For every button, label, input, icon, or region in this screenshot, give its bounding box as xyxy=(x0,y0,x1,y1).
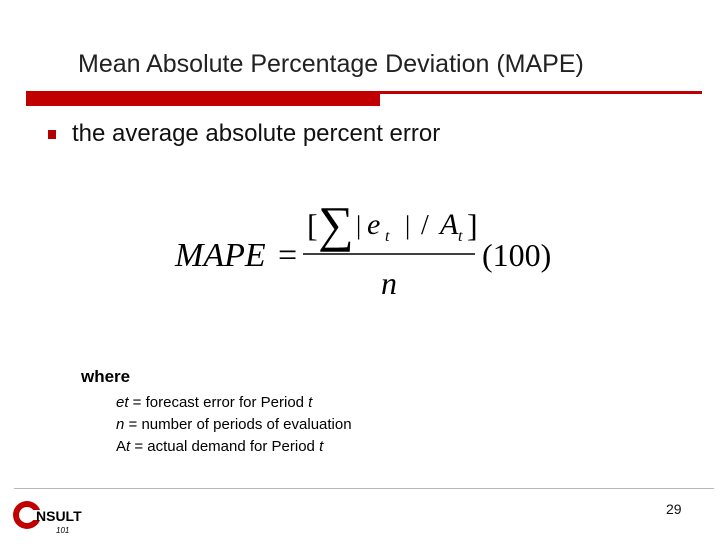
mape-formula xyxy=(170,186,570,306)
formula-multiplier: (100) xyxy=(482,237,552,273)
consult-logo xyxy=(10,497,90,542)
formula-e: e xyxy=(367,208,381,241)
definition-n xyxy=(116,416,352,433)
definition-et-tail: t xyxy=(308,394,313,411)
formula-A: A xyxy=(440,208,459,241)
bullet-square-icon xyxy=(48,130,56,139)
formula-denominator: n xyxy=(381,265,397,301)
logo-text-sub: 101 xyxy=(56,526,70,535)
definition-et-text: = forecast error for Period xyxy=(128,394,309,411)
formula-sum: ∑ xyxy=(318,196,354,252)
formula-lhs: MAPE xyxy=(175,237,266,274)
formula-slash: / xyxy=(421,210,429,241)
definition-et-symbol: et xyxy=(116,394,129,411)
definition-at-symbol-t: t xyxy=(126,438,131,455)
definition-at-text: = actual demand for Period xyxy=(130,438,320,455)
definition-n-text: = number of periods of evaluation xyxy=(124,416,352,433)
definition-et xyxy=(116,394,312,411)
formula-equals: = xyxy=(278,237,298,274)
formula-bracket-close: ] xyxy=(467,207,478,243)
definition-at-tail: t xyxy=(319,438,324,455)
slide-title: Mean Absolute Percentage Deviation (MAPE) xyxy=(78,50,584,78)
formula-bar-1: | xyxy=(356,211,362,240)
title-underline-thin xyxy=(380,91,702,94)
footer-divider xyxy=(14,488,714,489)
where-label: where xyxy=(81,367,131,386)
formula-sub-t-1: t xyxy=(385,228,390,245)
formula-bar-2: | xyxy=(405,211,411,240)
logo-text-main: NSULT xyxy=(36,508,82,524)
formula-bracket-open: [ xyxy=(307,207,318,243)
page-number: 29 xyxy=(666,501,682,517)
definition-at xyxy=(116,438,323,455)
title-underline-thick xyxy=(26,91,380,106)
formula-sub-t-2: t xyxy=(458,228,463,245)
definition-n-symbol: n xyxy=(116,416,125,433)
bullet-text: the average absolute percent error xyxy=(72,120,441,147)
formula-svg xyxy=(170,186,570,306)
definition-at-symbol-a: A xyxy=(116,438,127,455)
